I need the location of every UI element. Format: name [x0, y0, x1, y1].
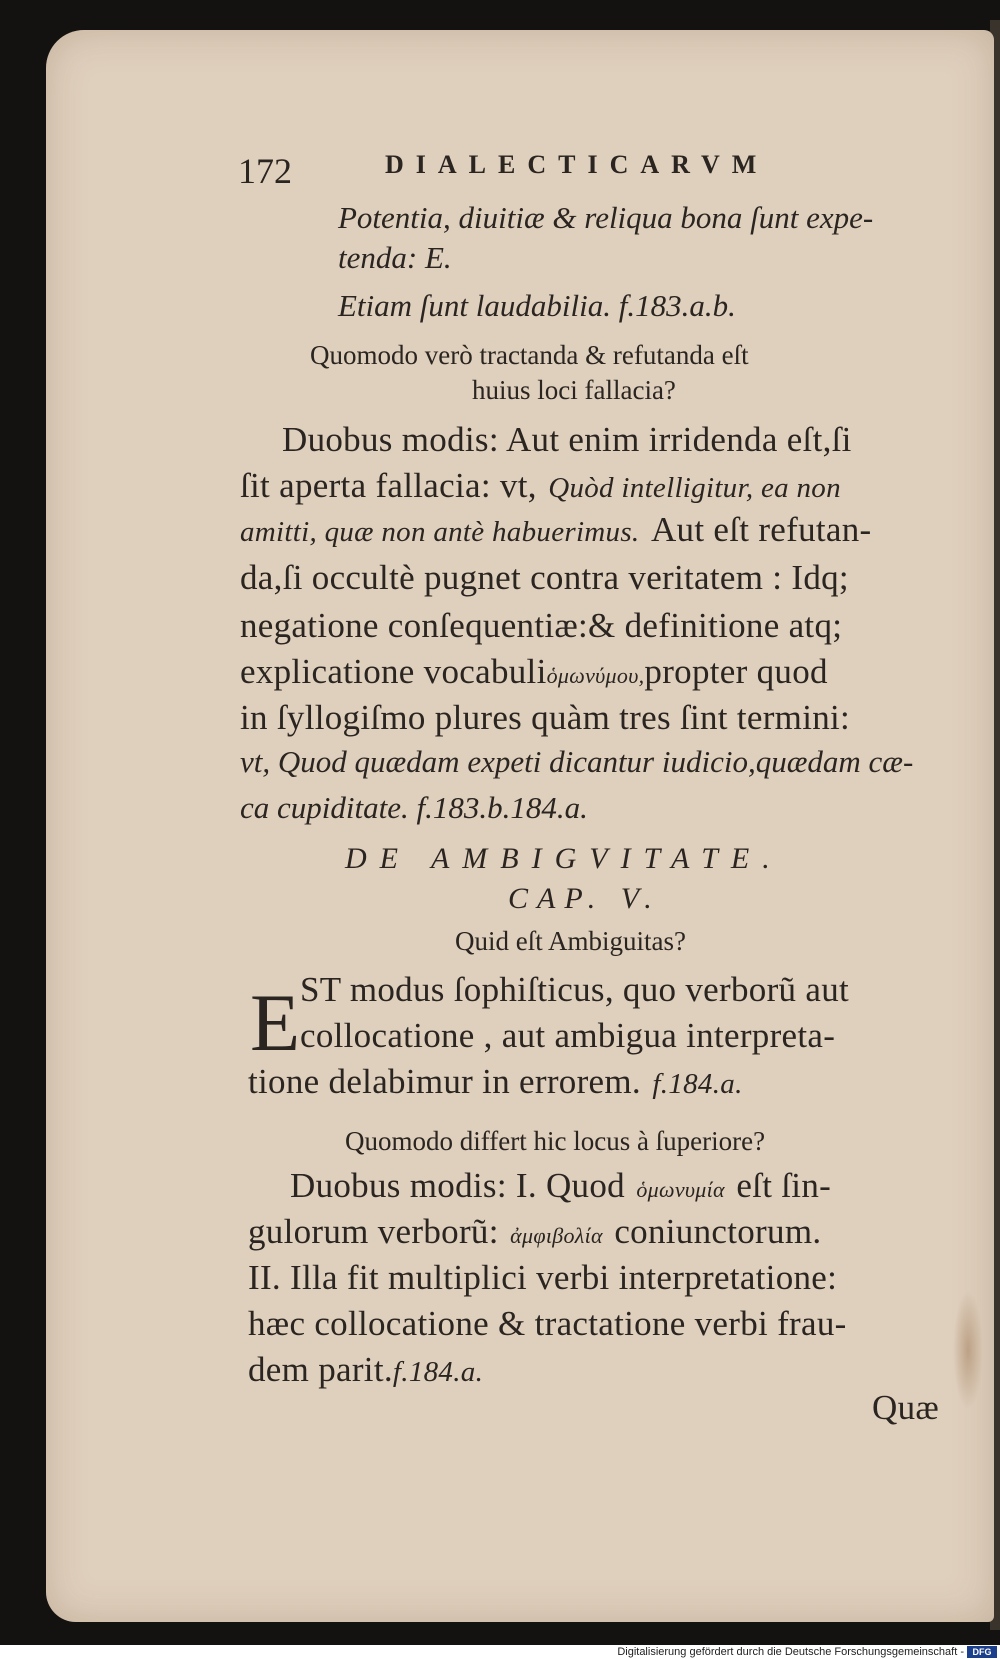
answer-3-text-1: Duobus modis: I. Quod: [290, 1166, 625, 1205]
answer-1-line-5: negatione conſequentiæ:& definitione atq;: [240, 606, 843, 645]
page-number: 172: [238, 151, 292, 191]
running-title: DIALECTICARVM: [385, 150, 769, 179]
section-title: DE AMBIGVITATE.: [345, 842, 783, 875]
question-1-line-2: huius loci fallacia?: [472, 375, 676, 405]
answer-1-text-4: propter quod: [644, 652, 828, 691]
chapter-heading: CAP. V.: [508, 882, 661, 915]
digitization-footer: [0, 1645, 1000, 1659]
answer-3-text-2: eſt ſin-: [736, 1166, 832, 1205]
answer-1-italic-2: amitti, quæ non antè habuerimus.: [240, 516, 640, 548]
answer-3-line-4: hæc collocatione & tractatione verbi frau-: [248, 1304, 847, 1343]
question-3: Quomodo differt hic locus à ſuperiore?: [345, 1126, 766, 1156]
answer-3-text-3: gulorum verborũ:: [248, 1212, 499, 1251]
answer-1-text-2: Aut eſt refutan-: [650, 510, 872, 549]
dfg-logo: DFG: [967, 1646, 997, 1658]
answer-1-text: ſit aperta fallacia: vt,: [240, 466, 537, 505]
example-line-2: tenda: E.: [338, 240, 452, 275]
answer-1-line-2: [240, 466, 841, 506]
answer-1-line-9: ca cupiditate. f.183.b.184.a.: [240, 790, 588, 825]
definition-reference: f.184.a.: [652, 1068, 743, 1100]
footer-credit: Digitalisierung gefördert durch die Deutsche Forschungsgemeinschaft -: [617, 1646, 964, 1658]
definition-line-1: ST modus ſophiſticus, quo verborũ aut: [300, 970, 850, 1009]
example-line-1: Potentia, diuitiæ & reliqua bona ſunt expe-: [338, 200, 874, 235]
answer-3-text-5: dem parit.: [248, 1350, 393, 1389]
answer-3-line-5: [248, 1350, 483, 1390]
greek-word-amphibolia: ἀμφιβολία: [510, 1223, 603, 1248]
example-line-3: Etiam ſunt laudabilia. f.183.a.b.: [338, 288, 736, 323]
answer-1-line-4: da,ſi occultè pugnet contra veritatem : Idq;: [240, 558, 849, 597]
answer-3-line-3: II. Illa fit multiplici verbi interpretatione:: [248, 1258, 838, 1297]
answer-1-italic: Quòd intelligitur, ea non: [548, 472, 841, 504]
greek-word-homonymia: ὁμωνυμία: [636, 1177, 725, 1202]
page-stain: [953, 1290, 983, 1410]
answer-1-line-3: [240, 510, 871, 550]
answer-1-line-8: vt, Quod quædam expeti dicantur iudicio,quædam cæ-: [240, 744, 914, 779]
dropcap: E: [250, 977, 301, 1068]
answer-1-text-3: explicatione vocabuli: [240, 652, 547, 691]
answer-3-text-4: coniunctorum.: [614, 1212, 822, 1251]
answer-3-line-1: [290, 1166, 831, 1206]
greek-word-homonymou: ὁμωνύμου,: [546, 663, 645, 688]
answer-1-line-6: [240, 652, 828, 692]
answer-3-line-2: [248, 1212, 821, 1252]
answer-1-line-1: Duobus modis: Aut enim irridenda eſt,ſi: [282, 420, 852, 459]
answer-3-reference: f.184.a.: [392, 1356, 484, 1388]
definition-line-2: collocatione , aut ambigua interpreta-: [300, 1016, 836, 1055]
catchword: Quæ: [872, 1388, 940, 1427]
definition-text: tione delabimur in errorem.: [248, 1062, 641, 1101]
answer-1-line-7: in ſyllogiſmo plures quàm tres ſint termini:: [240, 698, 851, 737]
question-2: Quid eſt Ambiguitas?: [455, 926, 686, 956]
book-page: [46, 30, 994, 1622]
question-1-line-1: Quomodo verò tractanda & refutanda eſt: [310, 340, 749, 370]
definition-line-3: [248, 1062, 743, 1102]
